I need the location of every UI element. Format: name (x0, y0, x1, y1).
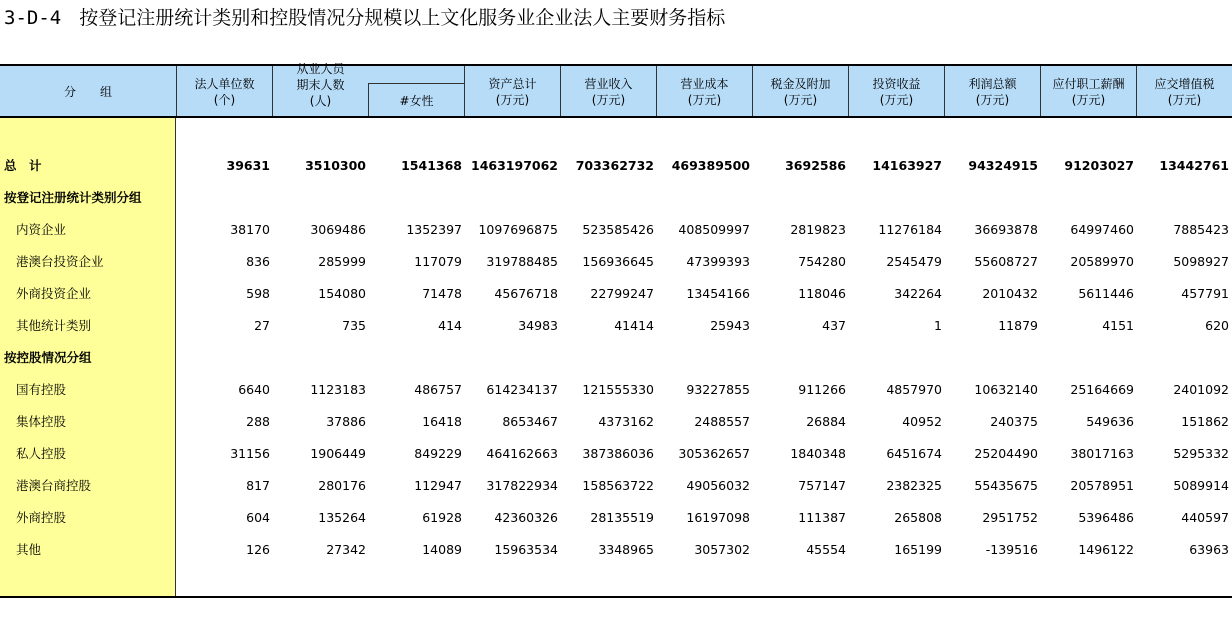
cell-value: 36693878 (974, 222, 1038, 237)
cell-value: 2951752 (982, 510, 1038, 525)
financial-table (0, 64, 1232, 598)
cell-value: 2819823 (790, 222, 846, 237)
cell-value: 4373162 (598, 414, 654, 429)
header-vat: 应交增值税 (万元) (1136, 66, 1232, 116)
cell-value: 3692586 (785, 158, 846, 173)
cell-value: 2488557 (694, 414, 750, 429)
cell-value: 305362657 (678, 446, 750, 461)
cell-value: 118046 (798, 286, 846, 301)
cell-value: 14089 (422, 542, 462, 557)
cell-value: 63963 (1189, 542, 1229, 557)
table-code: 3-D-4 (4, 7, 62, 29)
cell-value: 20578951 (1070, 478, 1134, 493)
cell-value: 45554 (806, 542, 846, 557)
header-invest: 投资收益 (万元) (848, 66, 944, 116)
cell-value: 2545479 (886, 254, 942, 269)
cell-value: 121555330 (582, 382, 654, 397)
cell-value: 464162663 (486, 446, 558, 461)
cell-value: 8653467 (502, 414, 558, 429)
cell-value: 151862 (1181, 414, 1229, 429)
cell-value: 408509997 (678, 222, 750, 237)
cell-value: 25943 (710, 318, 750, 333)
cell-value: 319788485 (486, 254, 558, 269)
cell-value: 240375 (990, 414, 1038, 429)
row-label: 港澳台投资企业 (16, 254, 104, 269)
page-title (4, 6, 725, 30)
cell-value: 38170 (230, 222, 270, 237)
cell-value: 849229 (414, 446, 462, 461)
header-salary: 应付职工薪酬 (万元) (1040, 66, 1136, 116)
cell-value: 55435675 (974, 478, 1038, 493)
cell-value: 11276184 (878, 222, 942, 237)
cell-value: 61928 (422, 510, 462, 525)
cell-value: 1097696875 (478, 222, 558, 237)
cell-value: 15963534 (494, 542, 558, 557)
row-label: 其他统计类别 (16, 318, 92, 333)
cell-value: 25204490 (974, 446, 1038, 461)
cell-value: 5089914 (1173, 478, 1229, 493)
cell-value: 111387 (798, 510, 846, 525)
cell-value: 55608727 (974, 254, 1038, 269)
cell-value: 523585426 (582, 222, 654, 237)
cell-value: 387386036 (582, 446, 654, 461)
cell-value: 1541368 (401, 158, 462, 173)
cell-value: 94324915 (968, 158, 1038, 173)
row-label: 总 计 (4, 158, 42, 173)
cell-value: 27342 (326, 542, 366, 557)
table-row (0, 438, 1232, 470)
cell-value: 26884 (806, 414, 846, 429)
cell-value: 117079 (414, 254, 462, 269)
cell-value: 1463197062 (471, 158, 558, 173)
cell-value: 6451674 (886, 446, 942, 461)
cell-value: 280176 (318, 478, 366, 493)
cell-value: 620 (1205, 318, 1229, 333)
cell-value: 156936645 (582, 254, 654, 269)
cell-value: 91203027 (1064, 158, 1134, 173)
table-row (0, 502, 1232, 534)
cell-value: 836 (246, 254, 270, 269)
cell-value: 3069486 (310, 222, 366, 237)
header-cost: 营业成本 (万元) (656, 66, 752, 116)
cell-value: 604 (246, 510, 270, 525)
cell-value: 2401092 (1173, 382, 1229, 397)
header-group: 分 组 (63, 85, 112, 99)
row-label: 国有控股 (16, 382, 67, 397)
table-row (0, 246, 1232, 278)
cell-value: 14163927 (872, 158, 942, 173)
table-row (0, 182, 1232, 214)
cell-value: 5295332 (1173, 446, 1229, 461)
cell-value: 437 (822, 318, 846, 333)
table-row (0, 342, 1232, 374)
cell-value: 45676718 (494, 286, 558, 301)
cell-value: 20589970 (1070, 254, 1134, 269)
table-bottom-border (0, 596, 1232, 598)
cell-value: 598 (246, 286, 270, 301)
header-units: 法人单位数 (个) (176, 66, 272, 116)
header-female: #女性 (368, 83, 464, 116)
cell-value: 5396486 (1078, 510, 1134, 525)
cell-value: 25164669 (1070, 382, 1134, 397)
cell-value: 71478 (422, 286, 462, 301)
cell-value: 22799247 (590, 286, 654, 301)
cell-value: 342264 (894, 286, 942, 301)
table-header (0, 64, 1232, 118)
row-label: 外商投资企业 (16, 286, 92, 301)
cell-value: 911266 (798, 382, 846, 397)
cell-value: 486757 (414, 382, 462, 397)
row-label: 按控股情况分组 (4, 350, 92, 365)
row-label: 私人控股 (16, 446, 67, 461)
cell-value: 49056032 (686, 478, 750, 493)
cell-value: 440597 (1181, 510, 1229, 525)
table-row (0, 406, 1232, 438)
cell-value: 735 (342, 318, 366, 333)
cell-value: 817 (246, 478, 270, 493)
cell-value: 34983 (518, 318, 558, 333)
row-label: 集体控股 (16, 414, 67, 429)
cell-value: 1352397 (406, 222, 462, 237)
cell-value: 414 (438, 318, 462, 333)
cell-value: -139516 (985, 542, 1038, 557)
header-employees: 从业人员 期末人数 (人) (272, 66, 368, 116)
cell-value: 1840348 (790, 446, 846, 461)
cell-value: 27 (254, 318, 270, 333)
row-label: 内资企业 (16, 222, 67, 237)
cell-value: 38017163 (1070, 446, 1134, 461)
cell-value: 5611446 (1078, 286, 1134, 301)
cell-value: 47399393 (686, 254, 750, 269)
cell-value: 3057302 (694, 542, 750, 557)
table-row (0, 278, 1232, 310)
cell-value: 549636 (1086, 414, 1134, 429)
cell-value: 3348965 (598, 542, 654, 557)
cell-value: 265808 (894, 510, 942, 525)
row-label: 按登记注册统计类别分组 (4, 190, 142, 205)
row-label: 外商控股 (16, 510, 67, 525)
cell-value: 28135519 (590, 510, 654, 525)
cell-value: 614234137 (486, 382, 558, 397)
cell-value: 158563722 (582, 478, 654, 493)
cell-value: 39631 (226, 158, 270, 173)
cell-value: 469389500 (671, 158, 750, 173)
cell-value: 285999 (318, 254, 366, 269)
table-title: 按登记注册统计类别和控股情况分规模以上文化服务业企业法人主要财务指标 (79, 7, 726, 29)
cell-value: 31156 (230, 446, 270, 461)
cell-value: 703362732 (575, 158, 654, 173)
cell-value: 135264 (318, 510, 366, 525)
cell-value: 42360326 (494, 510, 558, 525)
header-tax: 税金及附加 (万元) (752, 66, 848, 116)
table-row (0, 214, 1232, 246)
cell-value: 16418 (422, 414, 462, 429)
cell-value: 5098927 (1173, 254, 1229, 269)
cell-value: 10632140 (974, 382, 1038, 397)
table-row (0, 534, 1232, 566)
header-profit: 利润总额 (万元) (944, 66, 1040, 116)
cell-value: 757147 (798, 478, 846, 493)
row-label: 其他 (16, 542, 42, 557)
table-row (0, 374, 1232, 406)
cell-value: 1496122 (1078, 542, 1134, 557)
cell-value: 3510300 (305, 158, 366, 173)
cell-value: 754280 (798, 254, 846, 269)
cell-value: 112947 (414, 478, 462, 493)
cell-value: 1123183 (310, 382, 366, 397)
cell-value: 13442761 (1159, 158, 1229, 173)
cell-value: 6640 (238, 382, 270, 397)
cell-value: 1906449 (310, 446, 366, 461)
header-revenue: 营业收入 (万元) (560, 66, 656, 116)
cell-value: 93227855 (686, 382, 750, 397)
cell-value: 4857970 (886, 382, 942, 397)
cell-value: 1 (934, 318, 942, 333)
cell-value: 457791 (1181, 286, 1229, 301)
cell-value: 7885423 (1173, 222, 1229, 237)
cell-value: 288 (246, 414, 270, 429)
header-assets: 资产总计 (万元) (464, 66, 560, 116)
cell-value: 40952 (902, 414, 942, 429)
cell-value: 126 (246, 542, 270, 557)
row-label: 港澳台商控股 (16, 478, 92, 493)
cell-value: 13454166 (686, 286, 750, 301)
cell-value: 16197098 (686, 510, 750, 525)
cell-value: 2010432 (982, 286, 1038, 301)
cell-value: 317822934 (486, 478, 558, 493)
cell-value: 37886 (326, 414, 366, 429)
cell-value: 64997460 (1070, 222, 1134, 237)
cell-value: 165199 (894, 542, 942, 557)
table-row (0, 150, 1232, 182)
cell-value: 2382325 (886, 478, 942, 493)
table-row (0, 470, 1232, 502)
cell-value: 41414 (614, 318, 654, 333)
cell-value: 154080 (318, 286, 366, 301)
table-row (0, 310, 1232, 342)
cell-value: 11879 (998, 318, 1038, 333)
cell-value: 4151 (1102, 318, 1134, 333)
